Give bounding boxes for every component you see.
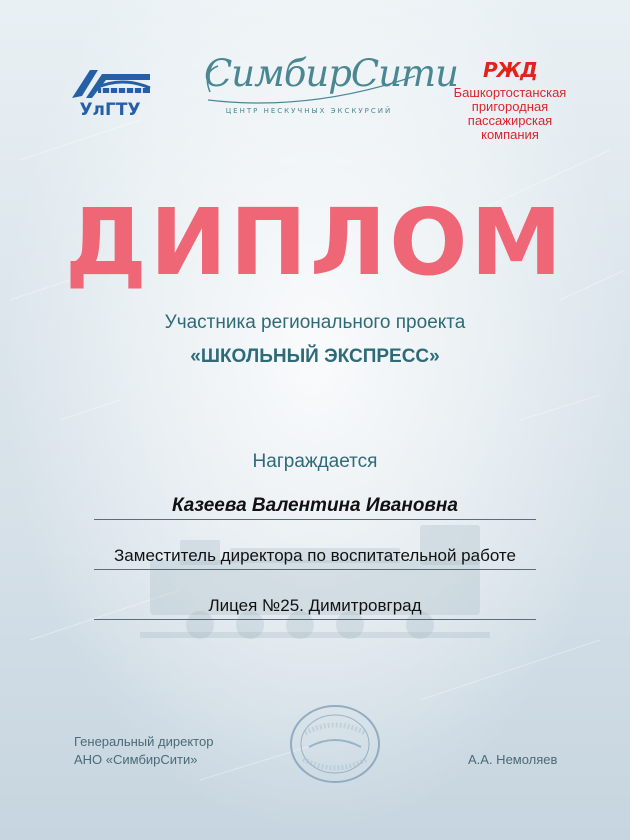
diploma-subtitle: Участника регионального проекта: [164, 312, 466, 333]
signatory-name: А.А. Немоляев: [468, 752, 558, 767]
signatory-role-line1: Генеральный директор: [74, 734, 214, 749]
ulgtu-logo-text: УлГТУ: [79, 100, 141, 120]
company-seal-icon: [287, 703, 383, 785]
recipient-name: Казеева Валентина Ивановна: [94, 493, 536, 520]
signatory-role-line2: АНО «СимбирСити»: [74, 752, 198, 767]
rzd-company-name: Башкортостанская пригородная пассажирская компания: [453, 85, 567, 142]
project-name: «ШКОЛЬНЫЙ ЭКСПРЕСС»: [190, 346, 440, 367]
diploma-title: ДИПЛОМ: [64, 189, 566, 296]
rzd-logo-icon: РЖД: [483, 58, 537, 82]
recipient-school: Лицея №25. Димитровград: [94, 593, 536, 620]
simbir-city-tagline: ЦЕНТР НЕСКУЧНЫХ ЭКСКУРСИЙ: [225, 107, 393, 115]
signatory-role: [74, 733, 274, 769]
awarded-label: Награждается: [252, 451, 378, 472]
simbir-city-logo-text: СимбирСити: [204, 52, 458, 95]
recipient-position: Заместитель директора по воспитательной работе: [94, 543, 536, 570]
